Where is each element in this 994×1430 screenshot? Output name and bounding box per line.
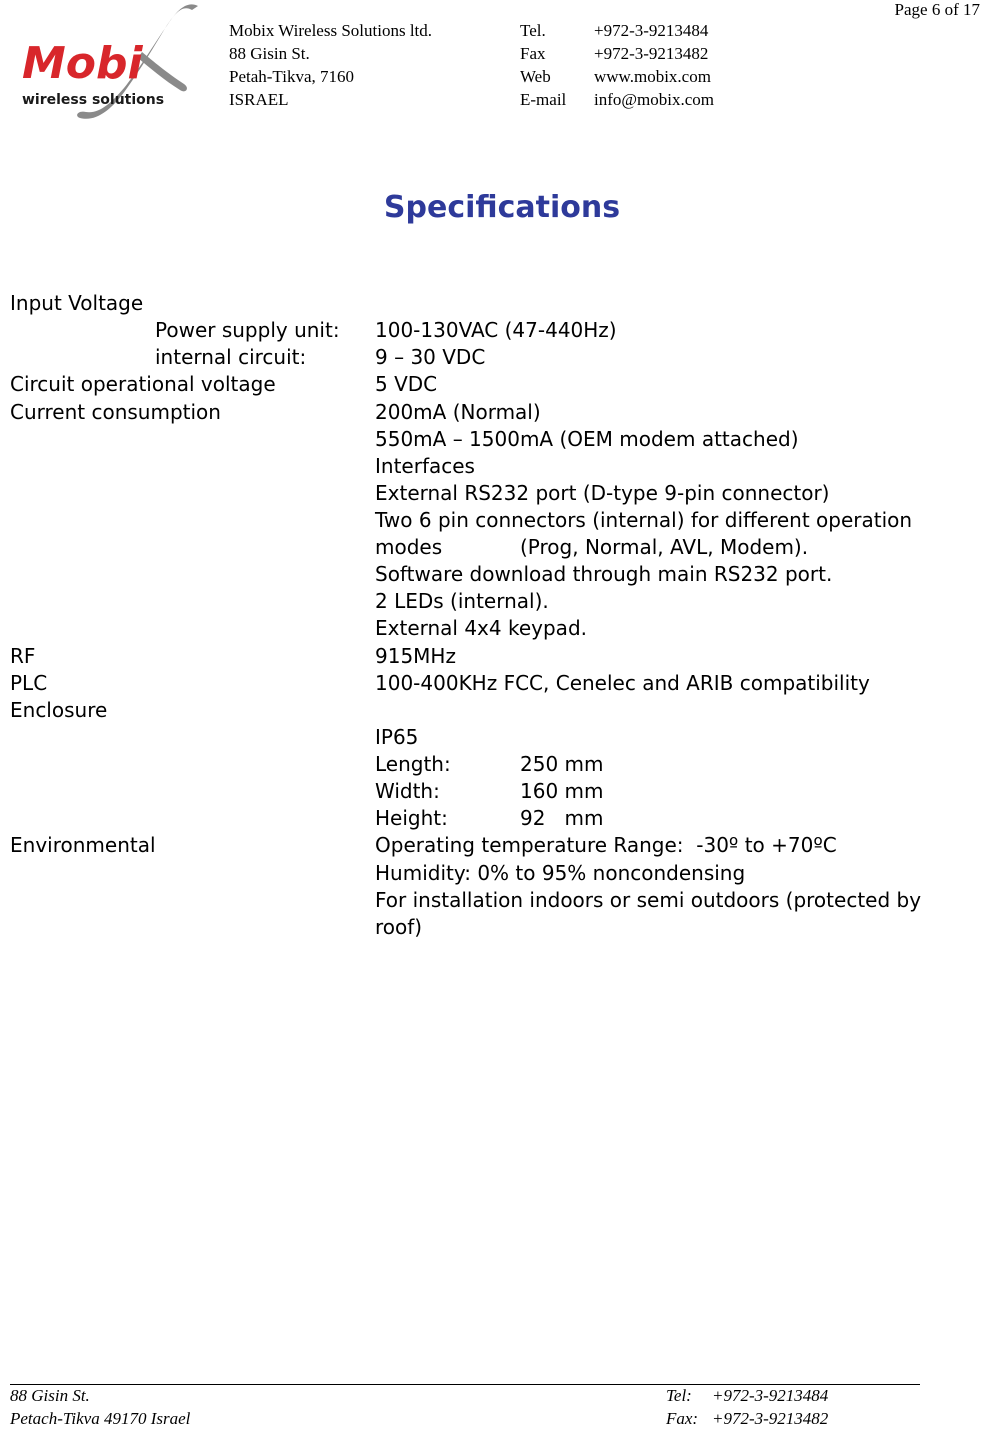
page-number: Page 6 of 17 — [894, 0, 980, 19]
tel-value: +972-3-9213484 — [594, 21, 709, 40]
environmental-installation-cont: roof) — [375, 915, 423, 939]
header-address — [229, 19, 432, 111]
environmental-temperature: Operating temperature Range: -30º to +70ºC — [375, 833, 837, 857]
web-label: Web — [520, 67, 551, 86]
enclosure-label: Enclosure — [10, 698, 108, 722]
enclosure-width-label: Width: — [375, 779, 440, 803]
plc-value: 100-400KHz FCC, Cenelec and ARIB compatibility — [375, 671, 870, 695]
environmental-humidity: Humidity: 0% to 95% noncondensing — [375, 861, 746, 885]
environmental-label: Environmental — [10, 833, 156, 857]
interface-leds: 2 LEDs (internal). — [375, 589, 549, 613]
current-consumption-label: Current consumption — [10, 400, 221, 424]
internal-circuit-label: internal circuit: — [155, 345, 307, 369]
interface-keypad: External 4x4 keypad. — [375, 616, 587, 640]
fax-label: Fax — [520, 44, 546, 63]
enclosure-length-label: Length: — [375, 752, 451, 776]
enclosure-length-value: 250 mm — [520, 752, 604, 776]
power-supply-label: Power supply unit: — [155, 318, 340, 342]
mobix-logo — [14, 0, 204, 128]
interface-modes-value: (Prog, Normal, AVL, Modem). — [520, 535, 809, 559]
interface-rs232: External RS232 port (D-type 9-pin connector) — [375, 481, 830, 505]
current-value-modem: 550mA – 1500mA (OEM modem attached) — [375, 427, 799, 451]
footer-tel-label: Tel: — [666, 1386, 692, 1405]
enclosure-height-label: Height: — [375, 806, 448, 830]
footer-tel-value: +972-3-9213484 — [712, 1386, 829, 1405]
header-contact-labels — [520, 19, 566, 111]
fax-value: +972-3-9213482 — [594, 44, 709, 63]
swoosh-shape-2 — [138, 52, 187, 91]
header-contact-values — [594, 19, 714, 111]
email-label: E-mail — [520, 90, 567, 109]
page-title-text: Specifications — [383, 190, 621, 225]
interface-modes-word: modes — [375, 535, 443, 559]
enclosure-height-value: 92 mm — [520, 806, 604, 830]
plc-label: PLC — [10, 671, 48, 695]
footer-address-2: Petach-Tikva 49170 Israel — [10, 1409, 191, 1428]
rf-value: 915MHz — [375, 644, 456, 668]
enclosure-width-value: 160 mm — [520, 779, 604, 803]
header-company: Mobix Wireless Solutions ltd. — [229, 21, 433, 40]
web-value: www.mobix.com — [594, 67, 711, 86]
circuit-operational-label: Circuit operational voltage — [10, 372, 276, 396]
interface-software: Software download through main RS232 port. — [375, 562, 833, 586]
input-voltage-label: Input Voltage — [10, 291, 144, 315]
footer-fax-label: Fax: — [666, 1409, 699, 1428]
circuit-operational-value: 5 VDC — [375, 372, 438, 396]
power-supply-value: 100-130VAC (47-440Hz) — [375, 318, 617, 342]
internal-circuit-value: 9 – 30 VDC — [375, 345, 486, 369]
footer-address-1: 88 Gisin St. — [10, 1386, 90, 1405]
enclosure-ip-rating: IP65 — [375, 725, 419, 749]
page-title — [0, 190, 994, 225]
logo-tagline: wireless solutions — [22, 92, 165, 108]
footer-fax-value: +972-3-9213482 — [712, 1409, 829, 1428]
header-country: ISRAEL — [229, 90, 289, 109]
tel-label: Tel. — [520, 21, 546, 40]
header-city: Petah-Tikva, 7160 — [229, 67, 354, 86]
header-street: 88 Gisin St. — [229, 44, 310, 63]
current-value-normal: 200mA (Normal) — [375, 400, 541, 424]
interfaces-heading: Interfaces — [375, 454, 475, 478]
logo-wordmark: Mobi — [22, 38, 143, 89]
interface-connectors: Two 6 pin connectors (internal) for different operation — [375, 508, 913, 532]
mobix-logo-graphic — [14, 0, 204, 128]
environmental-installation: For installation indoors or semi outdoors (protected by — [375, 888, 922, 912]
email-value: info@mobix.com — [594, 90, 715, 109]
rf-label: RF — [10, 644, 36, 668]
